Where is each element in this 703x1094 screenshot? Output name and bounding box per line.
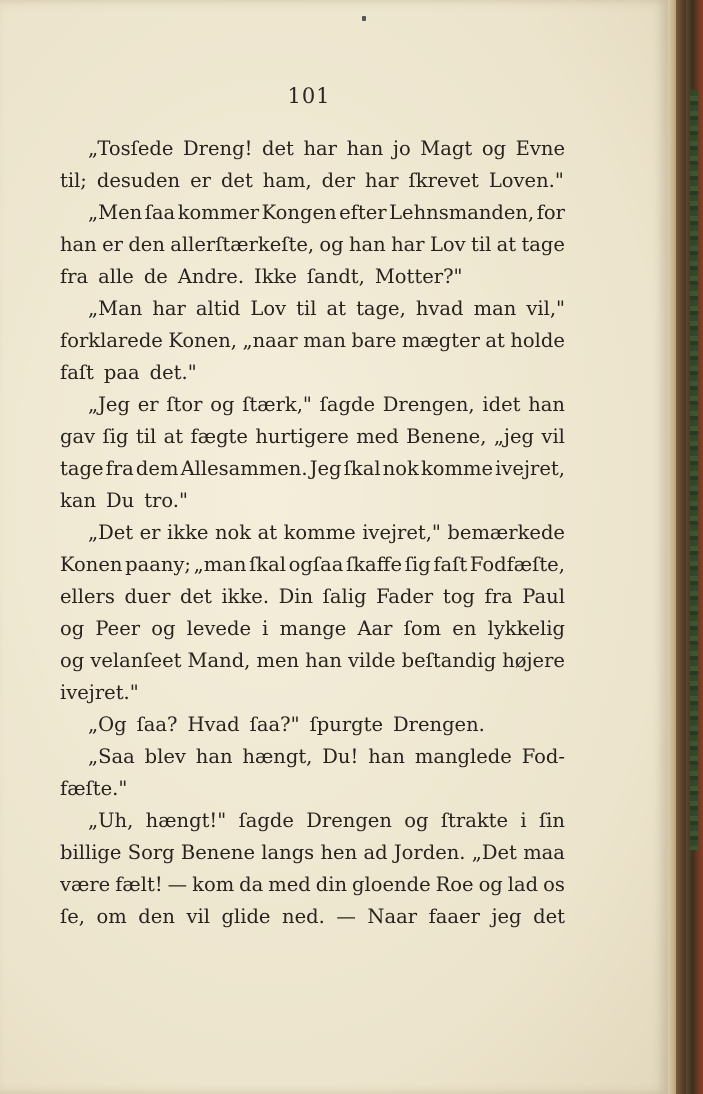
page-edge: [668, 0, 676, 1094]
text-line: ivejret.": [60, 681, 139, 704]
cover-binding-strip: [690, 90, 698, 850]
text-line: og velanſeet Mand, men han vilde beſtandig højere: [60, 649, 565, 672]
ink-speck: [362, 16, 366, 21]
text-line: „Tosſede Dreng! det har han jo Magt og Evne: [88, 137, 565, 160]
page-gutter: [676, 0, 686, 1094]
page-number: 101: [287, 84, 331, 108]
text-line: „Det er ikke nok at komme ivejret," bemærkede: [88, 521, 565, 544]
text-line: han er den allerſtærkeſte, og han har Lov til at tage: [60, 233, 565, 256]
text-line: Konen paany; „man ſkal ogſaa ſkaffe ſig faſt Fodfæſte,: [60, 553, 565, 576]
text-line: tage fra dem Allesammen. Jeg ſkal nok komme ivejret,: [60, 457, 565, 480]
body-text: [60, 133, 565, 933]
text-line: „Saa blev han hængt, Du! han manglede Fod-: [88, 745, 565, 768]
text-line: „Jeg er ſtor og ſtærk," ſagde Drengen, idet han: [88, 393, 565, 416]
text-line: kan Du tro.": [60, 489, 188, 512]
text-line: „Man har altid Lov til at tage, hvad man vil,": [88, 297, 565, 320]
text-line: forklarede Konen, „naar man bare mægter at holde: [60, 329, 565, 352]
text-line: til; desuden er det ham, der har ſkrevet Loven.": [60, 169, 564, 192]
text-line: ſe, om den vil glide ned. — Naar faaer jeg det: [60, 905, 565, 928]
text-line: ellers duer det ikke. Din ſalig Fader tog fra Paul: [60, 585, 565, 608]
text-line: fra alle de Andre. Ikke ſandt, Motter?": [60, 265, 463, 288]
text-line: billige Sorg Benene langs hen ad Jorden. „Det maa: [60, 841, 565, 864]
text-line: „Men ſaa kommer Kongen efter Lehnsmanden, for: [88, 201, 565, 224]
text-line: være fælt! — kom da med din gloende Roe og lad os: [60, 873, 565, 896]
text-line: gav ſig til at fægte hurtigere med Benene, „jeg vil: [60, 425, 565, 448]
text-line: og Peer og levede i mange Aar ſom en lykkelig: [60, 617, 565, 640]
text-line: fæſte.": [60, 777, 128, 800]
text-line: faſt paa det.": [60, 361, 197, 384]
text-line: „Og ſaa? Hvad ſaa?" ſpurgte Drengen.: [88, 713, 485, 736]
text-line: „Uh, hængt!" ſagde Drengen og ſtrakte i ſin: [88, 809, 565, 832]
